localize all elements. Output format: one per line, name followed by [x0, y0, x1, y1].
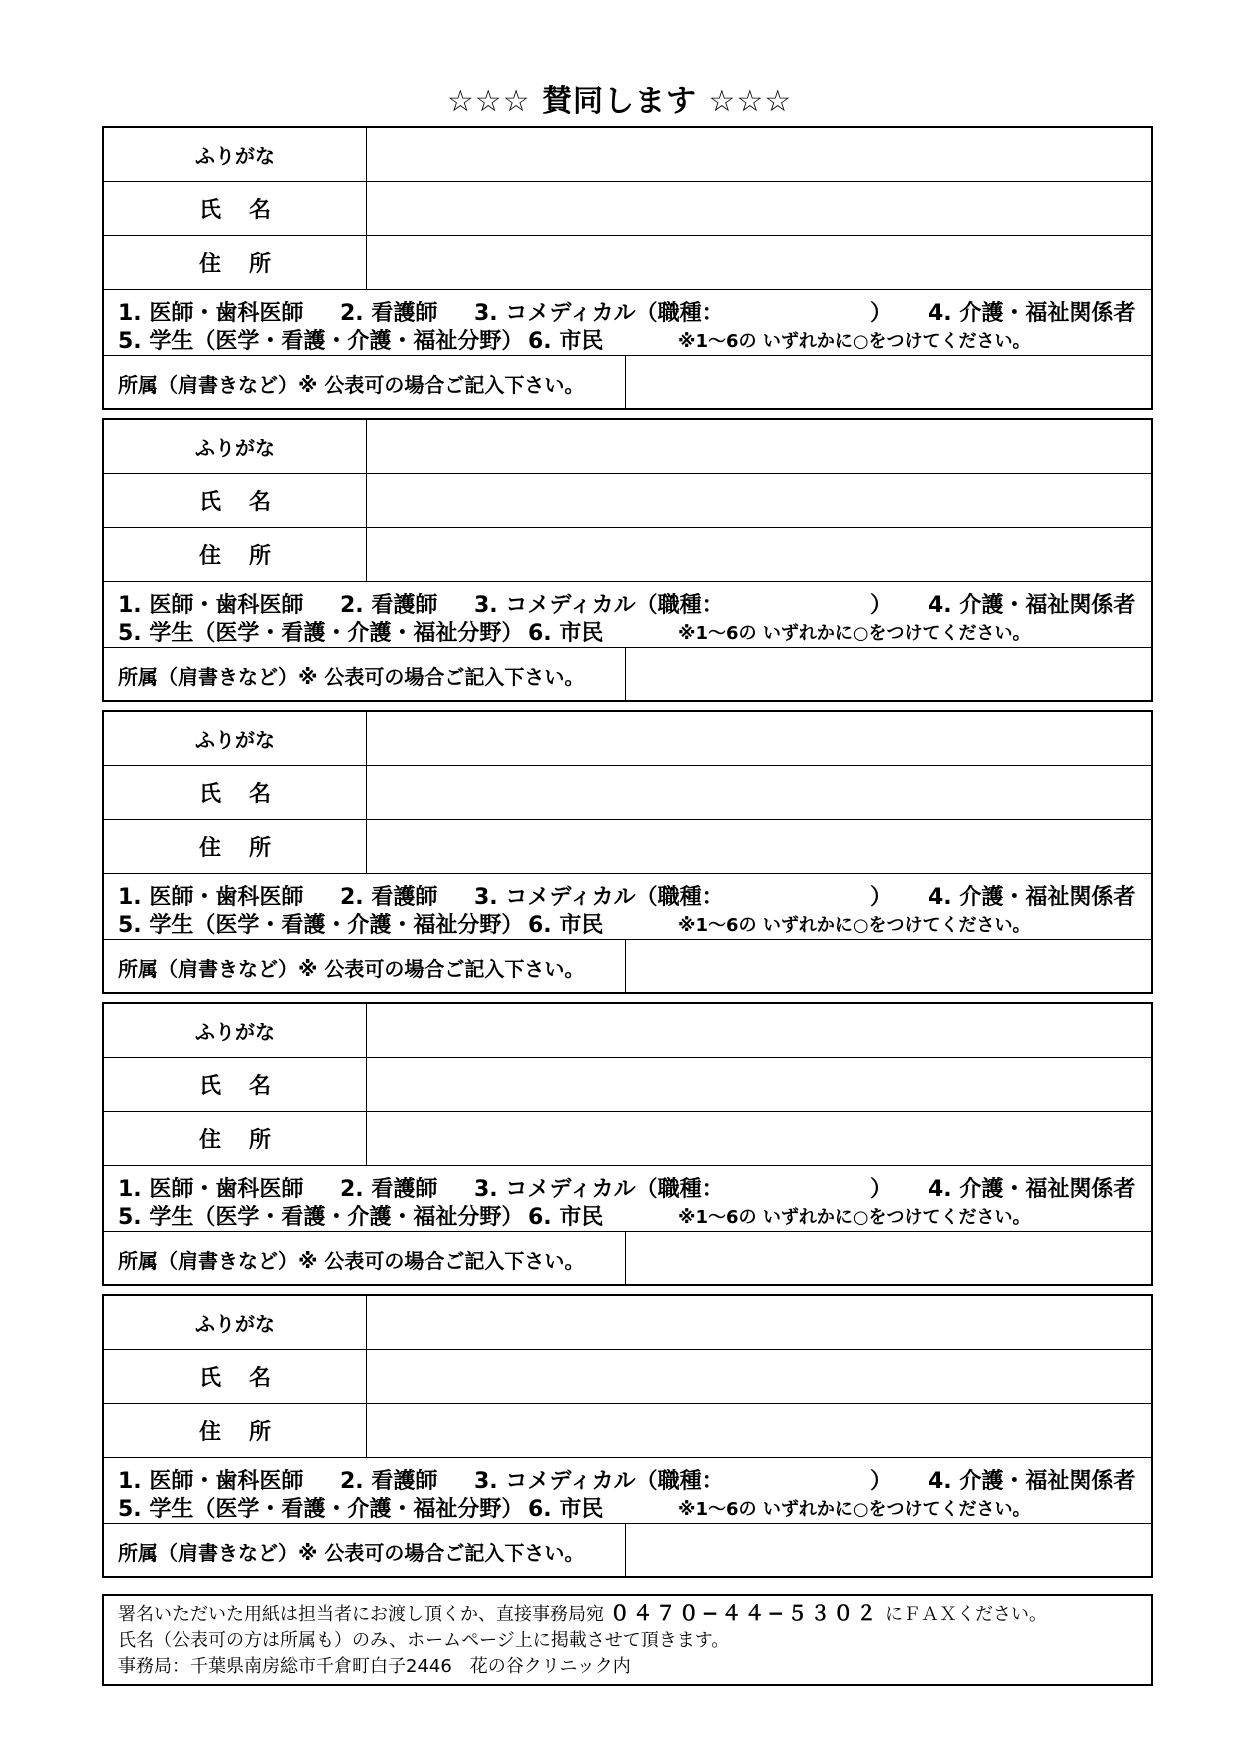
- name-label: 氏名: [104, 1058, 367, 1111]
- footer-line-3: 事務局：千葉県南房総市千倉町白子2446 花の谷クリニック内: [118, 1656, 631, 1677]
- category-3-close: ）: [870, 301, 893, 326]
- category-6[interactable]: 6. 市民: [528, 1205, 604, 1230]
- name-label: 氏名: [104, 1350, 367, 1403]
- address-field[interactable]: [367, 528, 1151, 581]
- footer-line-1-post: にＦＡＸください。: [879, 1604, 1047, 1625]
- category-3-close: ）: [870, 593, 893, 618]
- category-note: ※1～6の いずれかに○をつけてください。: [678, 623, 1031, 644]
- affiliation-field[interactable]: [627, 356, 1151, 410]
- address-label: 住所: [104, 528, 367, 581]
- category-row: [104, 1458, 1151, 1524]
- footer-line-1: [118, 1600, 1137, 1628]
- furigana-field[interactable]: [367, 128, 1151, 181]
- name-row: [104, 766, 1151, 820]
- address-label: 住所: [104, 1112, 367, 1165]
- address-label: 住所: [104, 1404, 367, 1457]
- category-row: [104, 290, 1151, 356]
- furigana-label: ふりがな: [104, 712, 367, 765]
- furigana-row: [104, 712, 1151, 766]
- address-row: [104, 820, 1151, 874]
- category-3-close: ）: [870, 1469, 893, 1494]
- category-3[interactable]: 3. コメディカル（職種：: [474, 1469, 724, 1494]
- category-1[interactable]: 1. 医師・歯科医師: [118, 301, 304, 326]
- category-2[interactable]: 2. 看護師: [340, 1469, 438, 1494]
- affiliation-field[interactable]: [627, 648, 1151, 702]
- category-row: [104, 582, 1151, 648]
- name-row: [104, 182, 1151, 236]
- category-4[interactable]: 4. 介護・福祉関係者: [928, 301, 1136, 326]
- furigana-row: [104, 420, 1151, 474]
- category-row: [104, 1166, 1151, 1232]
- category-row: [104, 874, 1151, 940]
- furigana-label: ふりがな: [104, 1004, 367, 1057]
- category-2[interactable]: 2. 看護師: [340, 593, 438, 618]
- affiliation-label: 所属（肩書きなど）※ 公表可の場合ご記入下さい。: [104, 1232, 626, 1286]
- page-title: ☆☆☆ 賛同します ☆☆☆: [446, 84, 793, 119]
- affiliation-label: 所属（肩書きなど）※ 公表可の場合ご記入下さい。: [104, 940, 626, 994]
- address-field[interactable]: [367, 1112, 1151, 1165]
- category-4[interactable]: 4. 介護・福祉関係者: [928, 885, 1136, 910]
- affiliation-field[interactable]: [627, 1524, 1151, 1578]
- category-2[interactable]: 2. 看護師: [340, 1177, 438, 1202]
- address-field[interactable]: [367, 820, 1151, 873]
- category-4[interactable]: 4. 介護・福祉関係者: [928, 1177, 1136, 1202]
- name-row: [104, 474, 1151, 528]
- category-5[interactable]: 5. 学生（医学・看護・介護・福祉分野）: [118, 621, 524, 646]
- affiliation-row: [104, 1524, 1151, 1578]
- signature-block-5: [102, 1294, 1153, 1578]
- category-1[interactable]: 1. 医師・歯科医師: [118, 593, 304, 618]
- footer-line-1-pre: 署名いただいた用紙は担当者にお渡し頂くか、直接事務局宛: [118, 1604, 610, 1625]
- signature-block-2: [102, 418, 1153, 702]
- affiliation-label: 所属（肩書きなど）※ 公表可の場合ご記入下さい。: [104, 648, 626, 702]
- footer-notice: [102, 1594, 1153, 1686]
- address-row: [104, 1404, 1151, 1458]
- category-5[interactable]: 5. 学生（医学・看護・介護・福祉分野）: [118, 913, 524, 938]
- footer-line-2: 氏名（公表可の方は所属も）のみ、ホームページ上に掲載させて頂きます。: [118, 1630, 730, 1651]
- name-field[interactable]: [367, 1058, 1151, 1111]
- address-field[interactable]: [367, 1404, 1151, 1457]
- name-row: [104, 1058, 1151, 1112]
- category-note: ※1～6の いずれかに○をつけてください。: [678, 331, 1031, 352]
- signature-block-4: [102, 1002, 1153, 1286]
- name-field[interactable]: [367, 474, 1151, 527]
- furigana-field[interactable]: [367, 712, 1151, 765]
- category-3[interactable]: 3. コメディカル（職種：: [474, 885, 724, 910]
- category-5[interactable]: 5. 学生（医学・看護・介護・福祉分野）: [118, 1205, 524, 1230]
- furigana-label: ふりがな: [104, 420, 367, 473]
- signature-block-1: [102, 126, 1153, 410]
- name-label: 氏名: [104, 766, 367, 819]
- furigana-row: [104, 128, 1151, 182]
- furigana-row: [104, 1004, 1151, 1058]
- category-3-close: ）: [870, 1177, 893, 1202]
- category-3[interactable]: 3. コメディカル（職種：: [474, 593, 724, 618]
- category-3[interactable]: 3. コメディカル（職種：: [474, 1177, 724, 1202]
- category-6[interactable]: 6. 市民: [528, 1497, 604, 1522]
- affiliation-field[interactable]: [627, 940, 1151, 994]
- category-3[interactable]: 3. コメディカル（職種：: [474, 301, 724, 326]
- furigana-row: [104, 1296, 1151, 1350]
- affiliation-row: [104, 648, 1151, 702]
- category-4[interactable]: 4. 介護・福祉関係者: [928, 1469, 1136, 1494]
- category-6[interactable]: 6. 市民: [528, 329, 604, 354]
- name-field[interactable]: [367, 182, 1151, 235]
- address-label: 住所: [104, 236, 367, 289]
- category-2[interactable]: 2. 看護師: [340, 301, 438, 326]
- category-3-close: ）: [870, 885, 893, 910]
- furigana-field[interactable]: [367, 1296, 1151, 1349]
- category-1[interactable]: 1. 医師・歯科医師: [118, 1469, 304, 1494]
- furigana-field[interactable]: [367, 1004, 1151, 1057]
- category-6[interactable]: 6. 市民: [528, 913, 604, 938]
- signature-block-3: [102, 710, 1153, 994]
- address-row: [104, 1112, 1151, 1166]
- address-field[interactable]: [367, 236, 1151, 289]
- address-label: 住所: [104, 820, 367, 873]
- affiliation-row: [104, 356, 1151, 410]
- furigana-label: ふりがな: [104, 1296, 367, 1349]
- category-6[interactable]: 6. 市民: [528, 621, 604, 646]
- furigana-field[interactable]: [367, 420, 1151, 473]
- affiliation-field[interactable]: [627, 1232, 1151, 1286]
- name-label: 氏名: [104, 474, 367, 527]
- address-row: [104, 236, 1151, 290]
- category-2[interactable]: 2. 看護師: [340, 885, 438, 910]
- name-field[interactable]: [367, 766, 1151, 819]
- affiliation-label: 所属（肩書きなど）※ 公表可の場合ご記入下さい。: [104, 1524, 626, 1578]
- category-4[interactable]: 4. 介護・福祉関係者: [928, 593, 1136, 618]
- category-note: ※1～6の いずれかに○をつけてください。: [678, 1207, 1031, 1228]
- furigana-label: ふりがな: [104, 128, 367, 181]
- affiliation-row: [104, 940, 1151, 994]
- category-1[interactable]: 1. 医師・歯科医師: [118, 885, 304, 910]
- category-1[interactable]: 1. 医師・歯科医師: [118, 1177, 304, 1202]
- affiliation-label: 所属（肩書きなど）※ 公表可の場合ご記入下さい。: [104, 356, 626, 410]
- category-5[interactable]: 5. 学生（医学・看護・介護・福祉分野）: [118, 1497, 524, 1522]
- name-label: 氏名: [104, 182, 367, 235]
- category-note: ※1～6の いずれかに○をつけてください。: [678, 1499, 1031, 1520]
- affiliation-row: [104, 1232, 1151, 1286]
- address-row: [104, 528, 1151, 582]
- category-note: ※1～6の いずれかに○をつけてください。: [678, 915, 1031, 936]
- category-5[interactable]: 5. 学生（医学・看護・介護・福祉分野）: [118, 329, 524, 354]
- fax-number: ０４７０−４４−５３０２: [609, 1601, 880, 1625]
- name-field[interactable]: [367, 1350, 1151, 1403]
- name-row: [104, 1350, 1151, 1404]
